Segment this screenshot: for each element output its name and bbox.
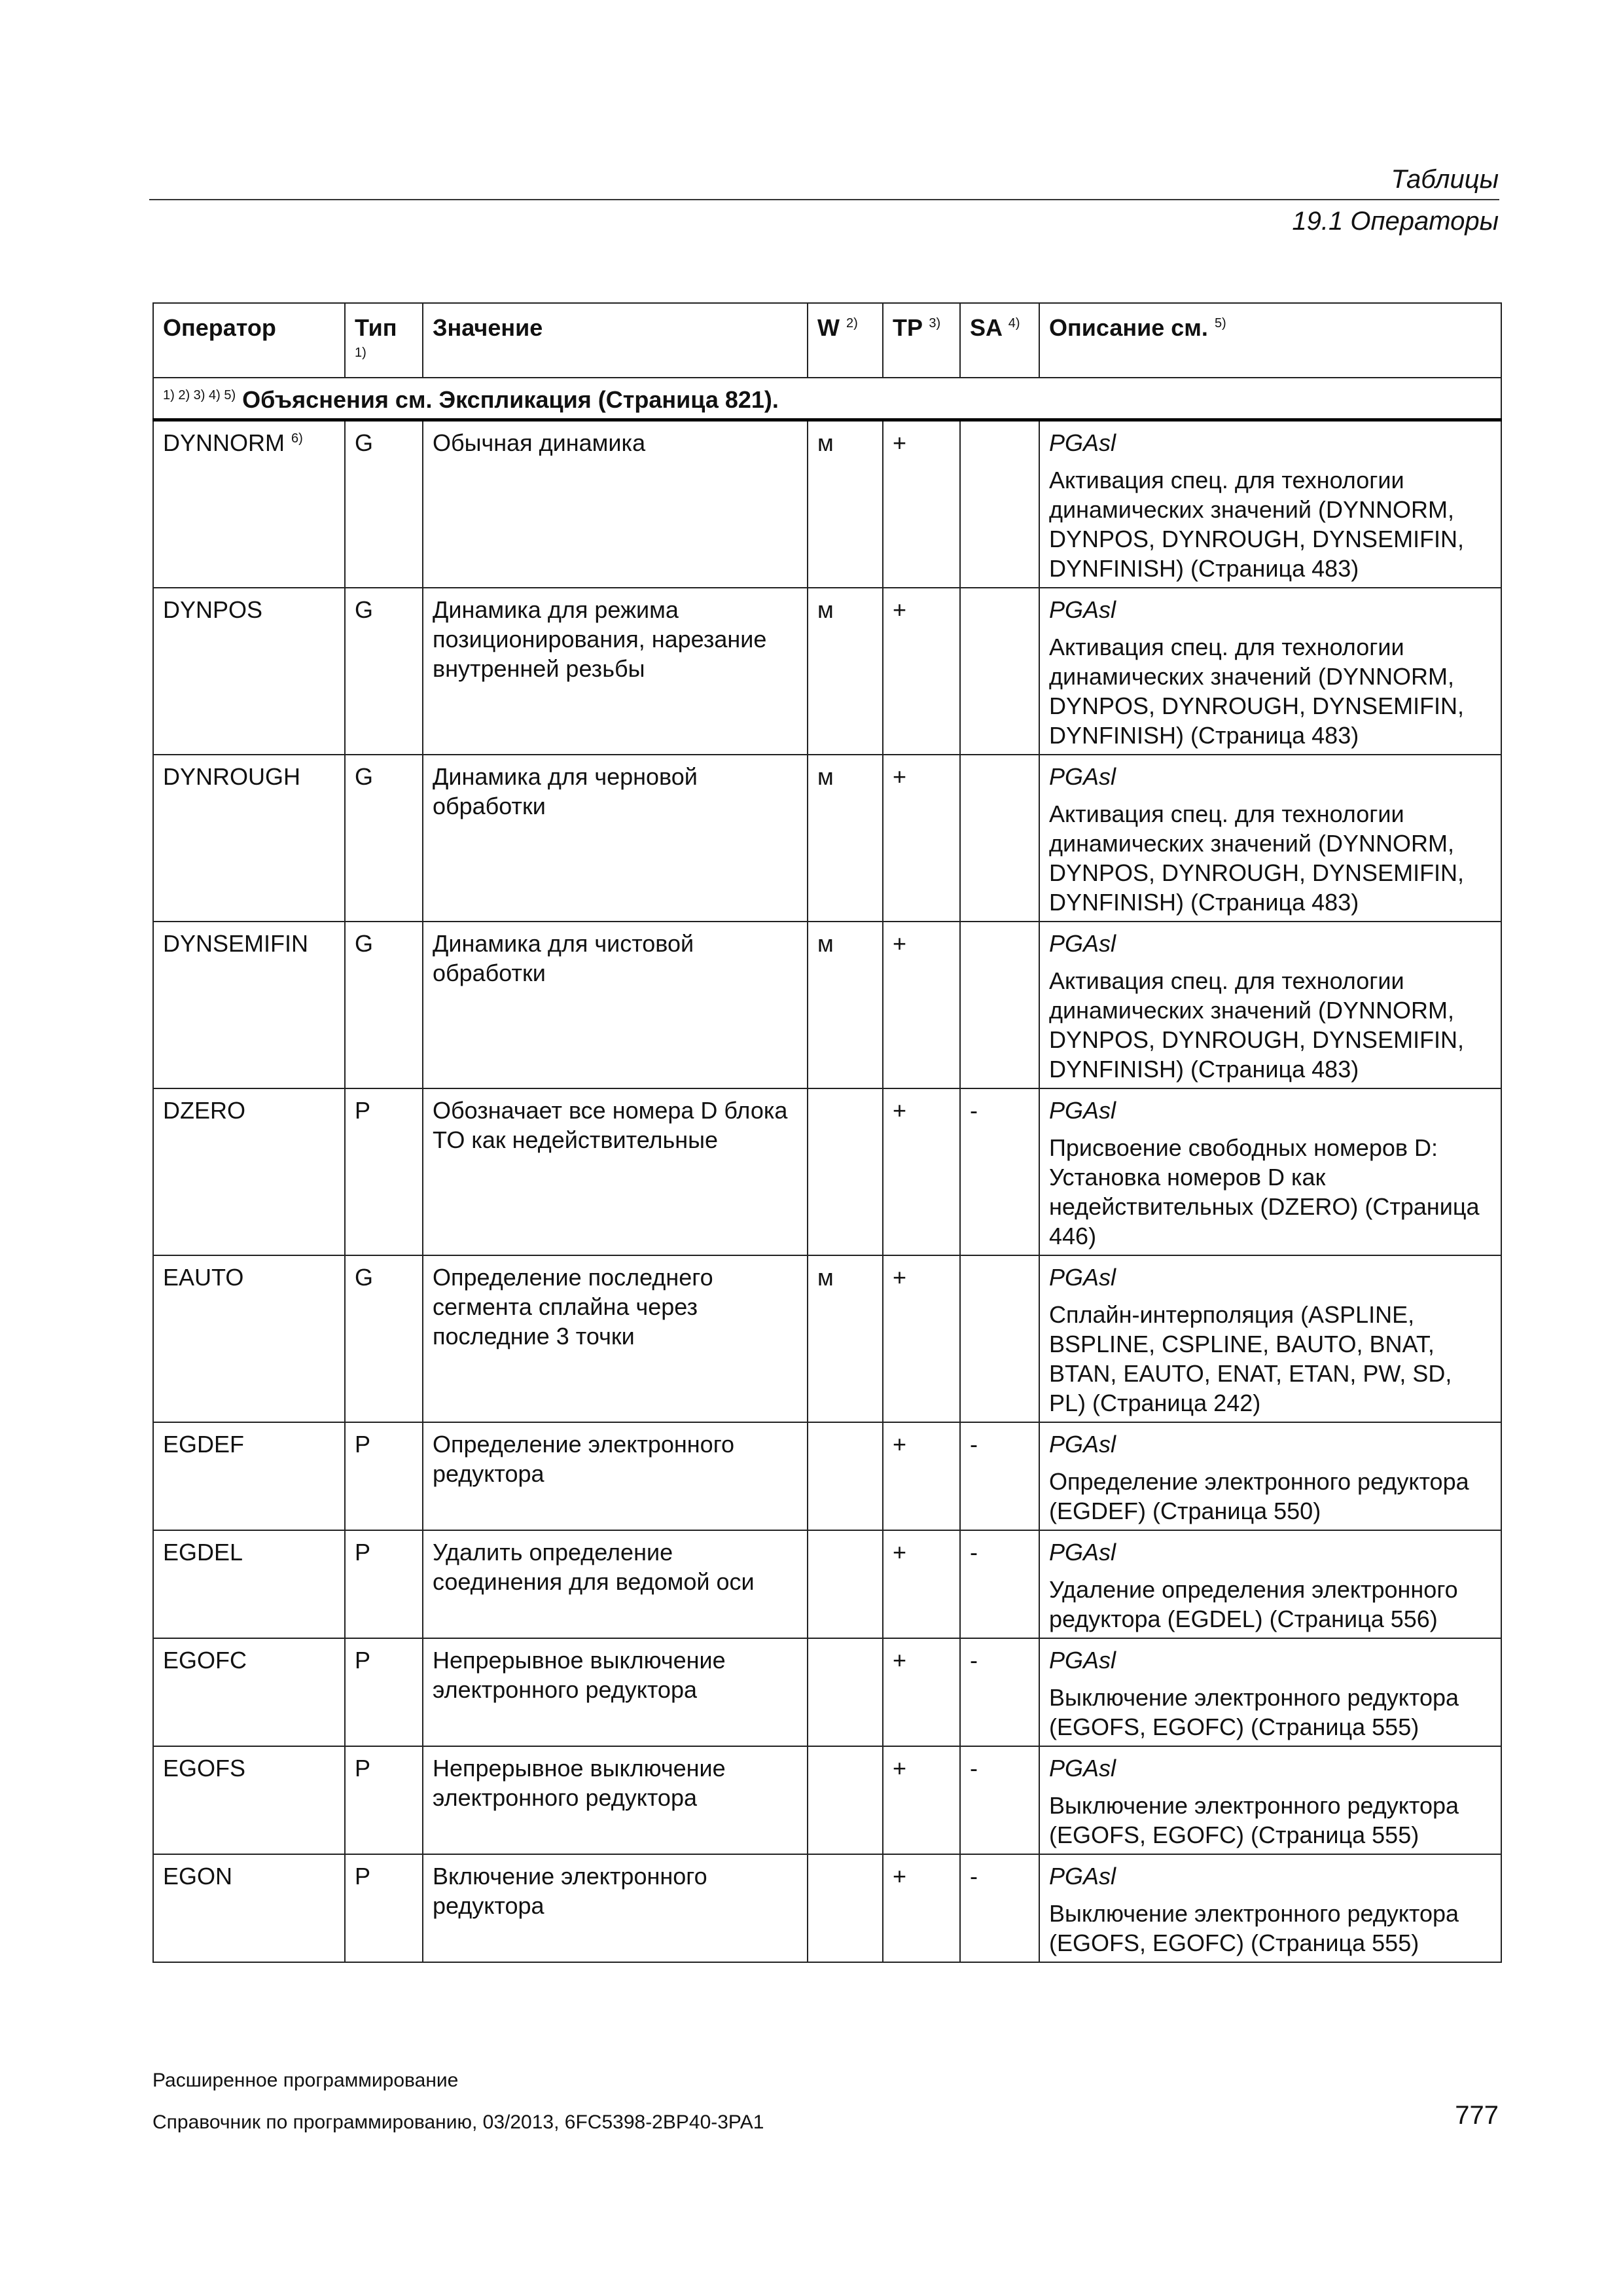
table-row: [153, 1530, 1501, 1638]
column-header-type: Тип $^{1)}$: [345, 303, 423, 378]
operator-cell: DYNPOS: [153, 588, 345, 755]
type-cell: P: [345, 1530, 423, 1638]
tp-cell: +: [883, 1255, 960, 1422]
table-row: [153, 922, 1501, 1088]
meaning-cell: Обычная динамика: [423, 420, 808, 588]
reference-link[interactable]: PGAsl: [1049, 1755, 1116, 1782]
meaning-cell: Обозначает все номера D блока TO как недействительные: [423, 1088, 808, 1255]
running-header-chapter: Таблицы: [1391, 165, 1499, 194]
tp-cell: +: [883, 1746, 960, 1854]
sa-cell: -: [960, 1854, 1039, 1962]
meaning-cell: Определение электронного редуктора: [423, 1422, 808, 1530]
running-header-section: 19.1 Операторы: [1292, 207, 1499, 236]
tp-cell: +: [883, 588, 960, 755]
tp-cell: +: [883, 1854, 960, 1962]
description-text: Активация спец. для технологии динамических значений (DYNNORM, DYNPOS, DYNROUGH, DYNSEMIFIN, DYNFINISH) (Страница 483): [1049, 967, 1465, 1083]
description-cell: [1039, 1638, 1501, 1746]
reference-link[interactable]: PGAsl: [1049, 1431, 1116, 1458]
reference-link[interactable]: PGAsl: [1049, 1863, 1116, 1890]
sa-cell: -: [960, 1746, 1039, 1854]
reference-link[interactable]: PGAsl: [1049, 930, 1116, 957]
meaning-cell: Удалить определение соединения для ведомой оси: [423, 1530, 808, 1638]
reference-link[interactable]: PGAsl: [1049, 1539, 1116, 1566]
type-cell: G: [345, 1255, 423, 1422]
tp-cell: +: [883, 1088, 960, 1255]
operator-cell: EAUTO: [153, 1255, 345, 1422]
description-text: Присвоение свободных номеров D: Установка номеров D как недействительных (DZERO) (Страница 446): [1049, 1134, 1480, 1249]
description-text: Выключение электронного редуктора (EGOFS, EGOFC) (Страница 555): [1049, 1792, 1459, 1848]
type-cell: P: [345, 1854, 423, 1962]
description-text: Выключение электронного редуктора (EGOFS, EGOFC) (Страница 555): [1049, 1684, 1459, 1740]
operator-cell: EGOFS: [153, 1746, 345, 1854]
type-cell: G: [345, 922, 423, 1088]
operator-cell: EGON: [153, 1854, 345, 1962]
operator-cell: DYNNORM $^{6)}$: [153, 420, 345, 588]
operator-cell: EGDEF: [153, 1422, 345, 1530]
sa-cell: -: [960, 1638, 1039, 1746]
reference-link[interactable]: PGAsl: [1049, 596, 1116, 623]
tp-cell: +: [883, 1638, 960, 1746]
column-header-sa: SA $^{4)}$: [960, 303, 1039, 378]
operators-table: [152, 302, 1502, 1963]
description-text: Активация спец. для технологии динамических значений (DYNNORM, DYNPOS, DYNROUGH, DYNSEMIFIN, DYNFINISH) (Страница 483): [1049, 800, 1465, 916]
table-row: [153, 420, 1501, 588]
meaning-cell: Непрерывное выключение электронного редуктора: [423, 1746, 808, 1854]
description-cell: [1039, 1746, 1501, 1854]
meaning-cell: Непрерывное выключение электронного редуктора: [423, 1638, 808, 1746]
footer-document-title: Расширенное программирование: [152, 2070, 459, 2091]
table-row: [153, 1255, 1501, 1422]
type-cell: P: [345, 1088, 423, 1255]
table-row: [153, 1088, 1501, 1255]
reference-link[interactable]: PGAsl: [1049, 1264, 1116, 1291]
footer-document-reference: Справочник по программированию, 03/2013, 6FC5398-2BP40-3PA1: [152, 2111, 764, 2133]
table-row: [153, 1422, 1501, 1530]
table-row: [153, 588, 1501, 755]
description-text: Выключение электронного редуктора (EGOFS, EGOFC) (Страница 555): [1049, 1900, 1459, 1956]
w-cell: [808, 1088, 883, 1255]
table-notes-row: [153, 378, 1501, 420]
operator-cell: DYNROUGH: [153, 755, 345, 922]
reference-link[interactable]: PGAsl: [1049, 429, 1116, 456]
description-text: Определение электронного редуктора (EGDEF) (Страница 550): [1049, 1468, 1469, 1524]
description-cell: [1039, 588, 1501, 755]
w-cell: м: [808, 588, 883, 755]
meaning-cell: Динамика для чистовой обработки: [423, 922, 808, 1088]
type-cell: G: [345, 420, 423, 588]
description-cell: [1039, 1530, 1501, 1638]
sa-cell: -: [960, 1088, 1039, 1255]
meaning-cell: Определение последнего сегмента сплайна через последние 3 точки: [423, 1255, 808, 1422]
meaning-cell: Динамика для черновой обработки: [423, 755, 808, 922]
w-cell: м: [808, 1255, 883, 1422]
tp-cell: +: [883, 755, 960, 922]
reference-link[interactable]: PGAsl: [1049, 1097, 1116, 1124]
sa-cell: [960, 1255, 1039, 1422]
w-cell: [808, 1638, 883, 1746]
type-cell: G: [345, 588, 423, 755]
type-cell: G: [345, 755, 423, 922]
description-text: Активация спец. для технологии динамических значений (DYNNORM, DYNPOS, DYNROUGH, DYNSEMIFIN, DYNFINISH) (Страница 483): [1049, 467, 1465, 582]
sa-cell: -: [960, 1422, 1039, 1530]
footnote-marker: 6): [291, 431, 303, 446]
table-notes: $^{1) 2) 3) 4) 5)}$ Объяснения см. Экспликация (Страница 821).: [153, 378, 1501, 420]
table-row: [153, 1638, 1501, 1746]
meaning-cell: Включение электронного редуктора: [423, 1854, 808, 1962]
table-header-row: [153, 303, 1501, 378]
table-row: [153, 1746, 1501, 1854]
column-header-description: Описание см. $^{5)}$: [1039, 303, 1501, 378]
w-cell: [808, 1530, 883, 1638]
meaning-cell: Динамика для режима позиционирования, нарезание внутренней резьбы: [423, 588, 808, 755]
page-number: 777: [1455, 2101, 1499, 2130]
reference-link[interactable]: PGAsl: [1049, 763, 1116, 790]
sa-cell: [960, 420, 1039, 588]
w-cell: [808, 1422, 883, 1530]
description-cell: [1039, 1854, 1501, 1962]
column-header-w: W $^{2)}$: [808, 303, 883, 378]
table-row: [153, 1854, 1501, 1962]
description-cell: [1039, 1255, 1501, 1422]
sa-cell: [960, 588, 1039, 755]
sa-cell: [960, 922, 1039, 1088]
description-cell: [1039, 922, 1501, 1088]
description-text: Удаление определения электронного редуктора (EGDEL) (Страница 556): [1049, 1576, 1458, 1632]
type-cell: P: [345, 1422, 423, 1530]
operator-cell: DZERO: [153, 1088, 345, 1255]
w-cell: м: [808, 420, 883, 588]
tp-cell: +: [883, 1530, 960, 1638]
header-rule: [149, 199, 1499, 200]
type-cell: P: [345, 1638, 423, 1746]
operator-cell: EGOFC: [153, 1638, 345, 1746]
column-header-operator: Оператор: [153, 303, 345, 378]
column-header-meaning: Значение: [423, 303, 808, 378]
column-header-tp: TP $^{3)}$: [883, 303, 960, 378]
description-text: Сплайн-интерполяция (ASPLINE, BSPLINE, CSPLINE, BAUTO, BNAT, BTAN, EAUTO, ENAT, ETAN, PW, SD, PL) (Страница 242): [1049, 1301, 1452, 1416]
reference-link[interactable]: PGAsl: [1049, 1647, 1116, 1674]
table-body: [153, 420, 1501, 1963]
operator-cell: EGDEL: [153, 1530, 345, 1638]
tp-cell: +: [883, 420, 960, 588]
w-cell: м: [808, 922, 883, 1088]
tp-cell: +: [883, 1422, 960, 1530]
w-cell: м: [808, 755, 883, 922]
description-cell: [1039, 755, 1501, 922]
description-text: Активация спец. для технологии динамических значений (DYNNORM, DYNPOS, DYNROUGH, DYNSEMIFIN, DYNFINISH) (Страница 483): [1049, 634, 1465, 749]
type-cell: P: [345, 1746, 423, 1854]
sa-cell: -: [960, 1530, 1039, 1638]
description-cell: [1039, 420, 1501, 588]
description-cell: [1039, 1088, 1501, 1255]
tp-cell: +: [883, 922, 960, 1088]
w-cell: [808, 1854, 883, 1962]
operator-cell: DYNSEMIFIN: [153, 922, 345, 1088]
w-cell: [808, 1746, 883, 1854]
table-row: [153, 755, 1501, 922]
sa-cell: [960, 755, 1039, 922]
description-cell: [1039, 1422, 1501, 1530]
